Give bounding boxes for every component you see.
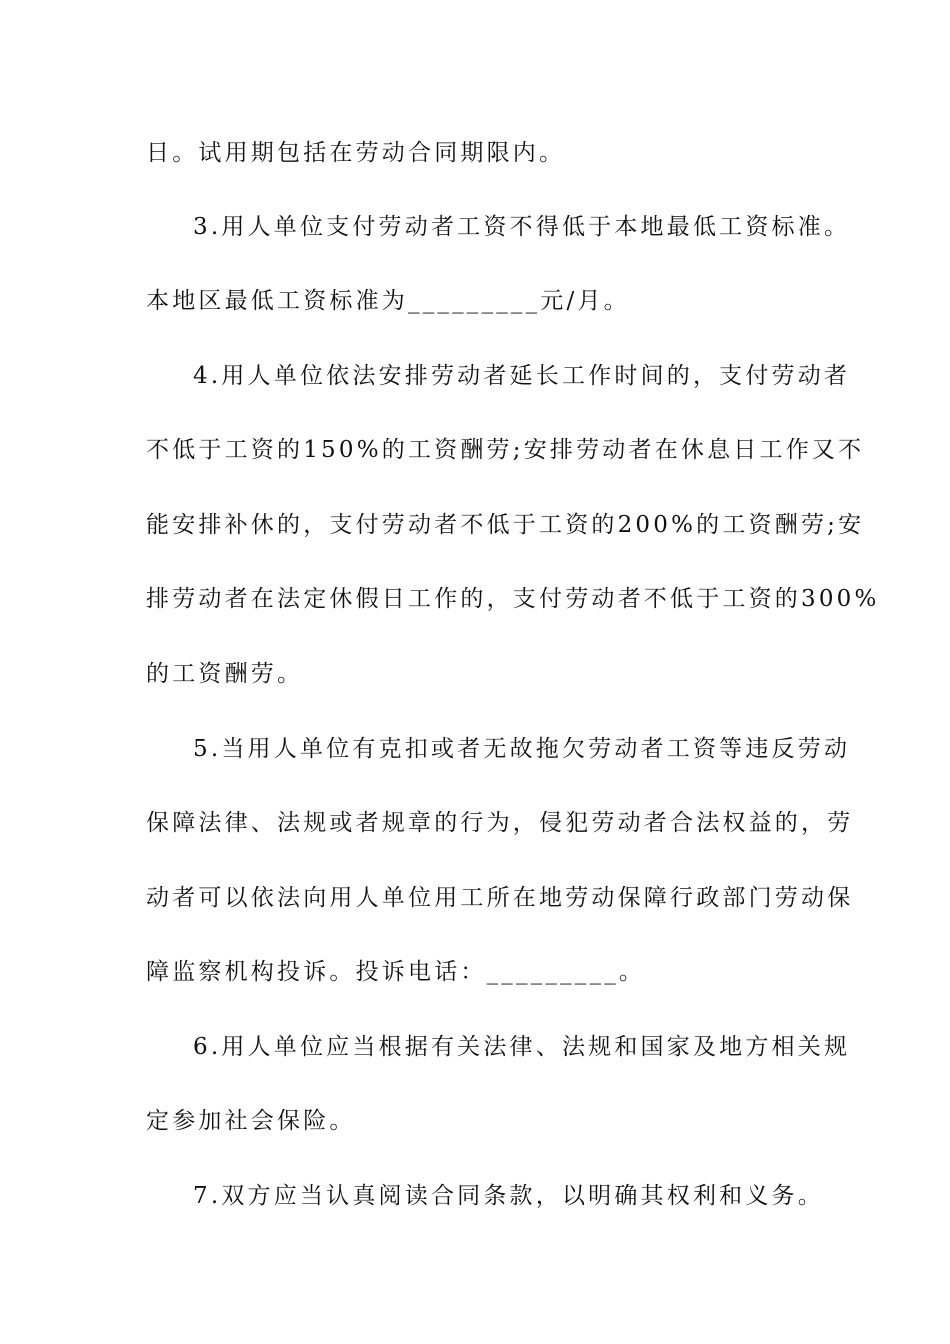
text-line-8: 的工资酬劳。 bbox=[146, 661, 304, 687]
text-line-5: 不低于工资的150%的工资酬劳;安排劳动者在休息日工作又不 bbox=[146, 437, 865, 463]
text-line-9: 5.当用人单位有克扣或者无故拖欠劳动者工资等违反劳动 bbox=[193, 736, 851, 762]
text-line-2: 3.用人单位支付劳动者工资不得低于本地最低工资标准。 bbox=[193, 214, 851, 240]
text-line-11: 动者可以依法向用人单位用工所在地劳动保障行政部门劳动保 bbox=[146, 885, 854, 911]
text-line-10: 保障法律、法规或者规章的行为，侵犯劳动者合法权益的，劳 bbox=[146, 810, 854, 836]
text-line-7: 排劳动者在法定休假日工作的，支付劳动者不低于工资的300% bbox=[146, 586, 880, 612]
text-line-12: 障监察机构投诉。投诉电话：_________。 bbox=[146, 959, 646, 985]
text-line-15: 7.双方应当认真阅读合同条款，以明确其权利和义务。 bbox=[193, 1183, 824, 1209]
text-line-3: 本地区最低工资标准为_________元/月。 bbox=[146, 288, 630, 314]
text-line-1: 日。试用期包括在劳动合同期限内。 bbox=[146, 140, 566, 166]
text-line-14: 定参加社会保险。 bbox=[146, 1108, 356, 1134]
text-line-6: 能安排补休的，支付劳动者不低于工资的200%的工资酬劳;安 bbox=[146, 512, 865, 538]
text-line-4: 4.用人单位依法安排劳动者延长工作时间的，支付劳动者 bbox=[193, 363, 851, 389]
text-line-13: 6.用人单位应当根据有关法律、法规和国家及地方相关规 bbox=[193, 1034, 851, 1060]
